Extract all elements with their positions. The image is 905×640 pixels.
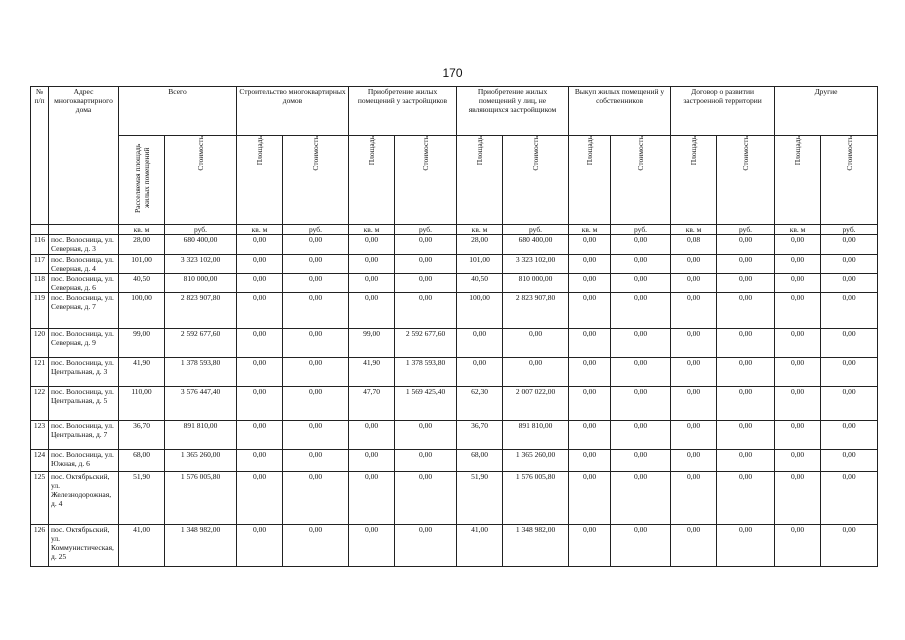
row-value: 0,00 <box>237 421 283 450</box>
header-num: № п/п <box>31 87 49 225</box>
table-row <box>31 293 878 329</box>
row-address: пос. Волосница, ул. Центральная, д. 3 <box>49 358 119 387</box>
header-sub: Площадь <box>349 136 395 225</box>
row-address: пос. Волосница, ул. Северная, д. 4 <box>49 255 119 274</box>
row-value: 0,00 <box>775 235 821 255</box>
row-value: 0,00 <box>611 421 671 450</box>
row-value: 3 576 447,40 <box>165 387 237 421</box>
row-value: 0,00 <box>821 472 878 525</box>
row-value: 0,00 <box>611 293 671 329</box>
row-value: 891 810,00 <box>165 421 237 450</box>
row-value: 0,00 <box>717 472 775 525</box>
row-value: 0,00 <box>717 450 775 472</box>
row-value: 0,00 <box>671 358 717 387</box>
row-value: 101,00 <box>119 255 165 274</box>
header-sub: Стоимость <box>503 136 569 225</box>
row-address: пос. Волосница, ул. Северная, д. 6 <box>49 274 119 293</box>
row-value: 62,30 <box>457 387 503 421</box>
row-value: 0,00 <box>283 525 349 567</box>
unit-cell: руб. <box>503 225 569 235</box>
row-address: пос. Волосница, ул. Центральная, д. 5 <box>49 387 119 421</box>
row-value: 2 592 677,60 <box>395 329 457 358</box>
row-value: 0,00 <box>775 472 821 525</box>
row-value: 1 569 425,40 <box>395 387 457 421</box>
row-value: 1 348 982,00 <box>503 525 569 567</box>
row-value: 100,00 <box>457 293 503 329</box>
row-value: 0,00 <box>775 329 821 358</box>
row-value: 0,00 <box>349 472 395 525</box>
row-value: 0,00 <box>237 472 283 525</box>
header-group: Приобретение жилых помещений у лиц, не являющихся застройщиком <box>457 87 569 136</box>
row-value: 0,00 <box>611 255 671 274</box>
row-value: 0,00 <box>283 421 349 450</box>
header-group: Всего <box>119 87 237 136</box>
row-value: 0,00 <box>457 358 503 387</box>
row-value: 0,00 <box>821 525 878 567</box>
row-value: 1 348 982,00 <box>165 525 237 567</box>
row-value: 680 400,00 <box>503 235 569 255</box>
table-row <box>31 235 878 255</box>
row-value: 41,90 <box>119 358 165 387</box>
row-value: 0,00 <box>821 293 878 329</box>
row-value: 0,00 <box>237 358 283 387</box>
row-value: 0,00 <box>671 525 717 567</box>
row-value: 0,00 <box>775 358 821 387</box>
row-value: 0,00 <box>821 255 878 274</box>
row-value: 0,00 <box>569 387 611 421</box>
unit-cell: руб. <box>395 225 457 235</box>
table-body <box>31 235 878 567</box>
row-value: 0,00 <box>395 525 457 567</box>
row-value: 0,00 <box>395 421 457 450</box>
row-value: 0,00 <box>775 274 821 293</box>
row-value: 0,08 <box>671 235 717 255</box>
table-row <box>31 421 878 450</box>
row-value: 2 592 677,60 <box>165 329 237 358</box>
row-value: 0,00 <box>349 293 395 329</box>
row-value: 99,00 <box>119 329 165 358</box>
row-value: 2 823 907,80 <box>503 293 569 329</box>
row-value: 680 400,00 <box>165 235 237 255</box>
row-value: 0,00 <box>717 387 775 421</box>
row-value: 0,00 <box>671 472 717 525</box>
row-value: 0,00 <box>237 293 283 329</box>
unit-cell: руб. <box>283 225 349 235</box>
header-sub: Стоимость <box>717 136 775 225</box>
row-value: 0,00 <box>775 421 821 450</box>
row-value: 0,00 <box>283 472 349 525</box>
row-value: 0,00 <box>569 472 611 525</box>
row-value: 0,00 <box>237 329 283 358</box>
header-sub-row <box>31 136 878 225</box>
header-group: Строительство многоквартирных домов <box>237 87 349 136</box>
unit-cell: кв. м <box>237 225 283 235</box>
row-value: 0,00 <box>611 235 671 255</box>
row-value: 0,00 <box>717 358 775 387</box>
row-number: 123 <box>31 421 49 450</box>
row-value: 28,00 <box>119 235 165 255</box>
table-row <box>31 255 878 274</box>
row-address: пос. Октябрьский, ул. Коммунистическая, д. 25 <box>49 525 119 567</box>
row-value: 0,00 <box>671 329 717 358</box>
row-value: 51,90 <box>119 472 165 525</box>
row-value: 0,00 <box>717 525 775 567</box>
row-value: 1 378 593,80 <box>165 358 237 387</box>
row-value: 0,00 <box>503 358 569 387</box>
row-value: 0,00 <box>569 293 611 329</box>
unit-cell: руб. <box>611 225 671 235</box>
header-sub: Площадь <box>775 136 821 225</box>
row-value: 40,50 <box>457 274 503 293</box>
unit-cell: кв. м <box>349 225 395 235</box>
page-number: 170 <box>442 66 463 80</box>
resettlement-table <box>30 86 878 567</box>
row-address: пос. Волосница, ул. Южная, д. 6 <box>49 450 119 472</box>
row-value: 0,00 <box>237 255 283 274</box>
row-number: 124 <box>31 450 49 472</box>
row-value: 0,00 <box>395 293 457 329</box>
row-address: пос. Волосница, ул. Северная, д. 7 <box>49 293 119 329</box>
row-value: 99,00 <box>349 329 395 358</box>
row-value: 0,00 <box>717 421 775 450</box>
unit-cell: кв. м <box>775 225 821 235</box>
unit-cell: кв. м <box>119 225 165 235</box>
unit-blank <box>31 225 49 235</box>
unit-cell: руб. <box>821 225 878 235</box>
row-value: 0,00 <box>671 450 717 472</box>
table-row <box>31 472 878 525</box>
row-value: 0,00 <box>821 329 878 358</box>
row-value: 810 000,00 <box>503 274 569 293</box>
unit-blank <box>49 225 119 235</box>
header-sub: Площадь <box>569 136 611 225</box>
header-group: Приобретение жилых помещений у застройщиков <box>349 87 457 136</box>
row-value: 68,00 <box>457 450 503 472</box>
row-value: 68,00 <box>119 450 165 472</box>
row-value: 0,00 <box>611 274 671 293</box>
row-value: 0,00 <box>395 255 457 274</box>
header-sub: Площадь <box>457 136 503 225</box>
row-value: 0,00 <box>395 472 457 525</box>
row-value: 0,00 <box>395 450 457 472</box>
row-value: 51,90 <box>457 472 503 525</box>
row-value: 0,00 <box>237 450 283 472</box>
row-value: 0,00 <box>395 235 457 255</box>
row-value: 0,00 <box>821 387 878 421</box>
row-value: 3 323 102,00 <box>165 255 237 274</box>
row-value: 0,00 <box>237 525 283 567</box>
row-value: 0,00 <box>395 274 457 293</box>
row-value: 0,00 <box>569 450 611 472</box>
header-sub: Площадь <box>237 136 283 225</box>
table-row <box>31 358 878 387</box>
row-value: 28,00 <box>457 235 503 255</box>
row-value: 0,00 <box>569 421 611 450</box>
header-group: Выкуп жилых помещений у собственников <box>569 87 671 136</box>
row-value: 0,00 <box>283 274 349 293</box>
row-value: 0,00 <box>671 387 717 421</box>
row-value: 2 823 907,80 <box>165 293 237 329</box>
row-value: 0,00 <box>671 274 717 293</box>
row-value: 0,00 <box>237 387 283 421</box>
row-value: 101,00 <box>457 255 503 274</box>
row-value: 0,00 <box>775 255 821 274</box>
header-sub: Площадь <box>671 136 717 225</box>
row-value: 0,00 <box>569 329 611 358</box>
table-row <box>31 274 878 293</box>
row-value: 0,00 <box>717 274 775 293</box>
row-value: 0,00 <box>349 421 395 450</box>
unit-cell: руб. <box>165 225 237 235</box>
row-value: 36,70 <box>119 421 165 450</box>
header-sub: Стоимость <box>611 136 671 225</box>
row-value: 0,00 <box>569 274 611 293</box>
row-value: 1 378 593,80 <box>395 358 457 387</box>
row-value: 0,00 <box>611 472 671 525</box>
row-value: 0,00 <box>349 274 395 293</box>
row-value: 40,50 <box>119 274 165 293</box>
row-value: 1 365 260,00 <box>165 450 237 472</box>
table-row <box>31 329 878 358</box>
row-value: 0,00 <box>349 255 395 274</box>
row-value: 41,90 <box>349 358 395 387</box>
row-value: 0,00 <box>611 525 671 567</box>
row-value: 0,00 <box>457 329 503 358</box>
row-value: 0,00 <box>611 329 671 358</box>
header-sub: Стоимость <box>283 136 349 225</box>
row-value: 0,00 <box>283 293 349 329</box>
row-value: 0,00 <box>237 274 283 293</box>
row-value: 0,00 <box>349 235 395 255</box>
header-sub: Стоимость <box>165 136 237 225</box>
row-value: 0,00 <box>775 387 821 421</box>
row-address: пос. Волосница, ул. Северная, д. 3 <box>49 235 119 255</box>
row-value: 0,00 <box>283 255 349 274</box>
row-number: 117 <box>31 255 49 274</box>
unit-cell: кв. м <box>671 225 717 235</box>
unit-cell: кв. м <box>569 225 611 235</box>
header-address: Адрес многоквартирного дома <box>49 87 119 225</box>
row-value: 36,70 <box>457 421 503 450</box>
row-number: 121 <box>31 358 49 387</box>
header-group: Договор о развитии застроенной территории <box>671 87 775 136</box>
row-number: 122 <box>31 387 49 421</box>
header-group: Другие <box>775 87 878 136</box>
row-value: 0,00 <box>821 274 878 293</box>
row-value: 0,00 <box>569 255 611 274</box>
row-value: 0,00 <box>821 235 878 255</box>
row-value: 0,00 <box>283 450 349 472</box>
unit-cell: руб. <box>717 225 775 235</box>
row-value: 0,00 <box>283 235 349 255</box>
row-value: 2 007 022,00 <box>503 387 569 421</box>
row-value: 1 576 005,80 <box>165 472 237 525</box>
row-value: 0,00 <box>775 293 821 329</box>
row-value: 891 810,00 <box>503 421 569 450</box>
header-sub: Стоимость <box>395 136 457 225</box>
row-value: 0,00 <box>237 235 283 255</box>
row-value: 0,00 <box>717 293 775 329</box>
row-number: 119 <box>31 293 49 329</box>
row-value: 0,00 <box>821 358 878 387</box>
row-value: 0,00 <box>671 255 717 274</box>
row-value: 3 323 102,00 <box>503 255 569 274</box>
row-address: пос. Волосница, ул. Центральная, д. 7 <box>49 421 119 450</box>
row-value: 0,00 <box>821 450 878 472</box>
header-sub: Стоимость <box>821 136 878 225</box>
row-value: 0,00 <box>611 450 671 472</box>
row-address: пос. Волосница, ул. Северная, д. 9 <box>49 329 119 358</box>
table-row <box>31 387 878 421</box>
row-value: 1 576 005,80 <box>503 472 569 525</box>
row-value: 0,00 <box>283 387 349 421</box>
row-value: 0,00 <box>349 450 395 472</box>
row-value: 0,00 <box>717 329 775 358</box>
row-value: 0,00 <box>569 525 611 567</box>
row-value: 0,00 <box>349 525 395 567</box>
header-unit-row <box>31 225 878 235</box>
unit-cell: кв. м <box>457 225 503 235</box>
row-number: 125 <box>31 472 49 525</box>
row-value: 0,00 <box>569 358 611 387</box>
row-value: 0,00 <box>671 293 717 329</box>
row-value: 0,00 <box>775 450 821 472</box>
table-row <box>31 450 878 472</box>
row-number: 120 <box>31 329 49 358</box>
row-value: 0,00 <box>569 235 611 255</box>
row-value: 0,00 <box>821 421 878 450</box>
header-sub: Расселяемая площадь жилых помещений <box>119 136 165 225</box>
row-value: 0,00 <box>611 358 671 387</box>
row-value: 0,00 <box>503 329 569 358</box>
row-value: 0,00 <box>775 525 821 567</box>
row-value: 810 000,00 <box>165 274 237 293</box>
row-value: 1 365 260,00 <box>503 450 569 472</box>
row-number: 126 <box>31 525 49 567</box>
row-value: 41,00 <box>457 525 503 567</box>
row-value: 47,70 <box>349 387 395 421</box>
row-address: пос. Октябрьский, ул. Железнодорожная, д. 4 <box>49 472 119 525</box>
row-value: 0,00 <box>717 235 775 255</box>
row-number: 118 <box>31 274 49 293</box>
row-value: 41,00 <box>119 525 165 567</box>
row-value: 100,00 <box>119 293 165 329</box>
row-value: 0,00 <box>283 358 349 387</box>
row-value: 0,00 <box>671 421 717 450</box>
row-value: 0,00 <box>717 255 775 274</box>
row-number: 116 <box>31 235 49 255</box>
row-value: 0,00 <box>611 387 671 421</box>
row-value: 0,00 <box>283 329 349 358</box>
table-row <box>31 525 878 567</box>
header-group-row <box>31 87 878 136</box>
row-value: 110,00 <box>119 387 165 421</box>
